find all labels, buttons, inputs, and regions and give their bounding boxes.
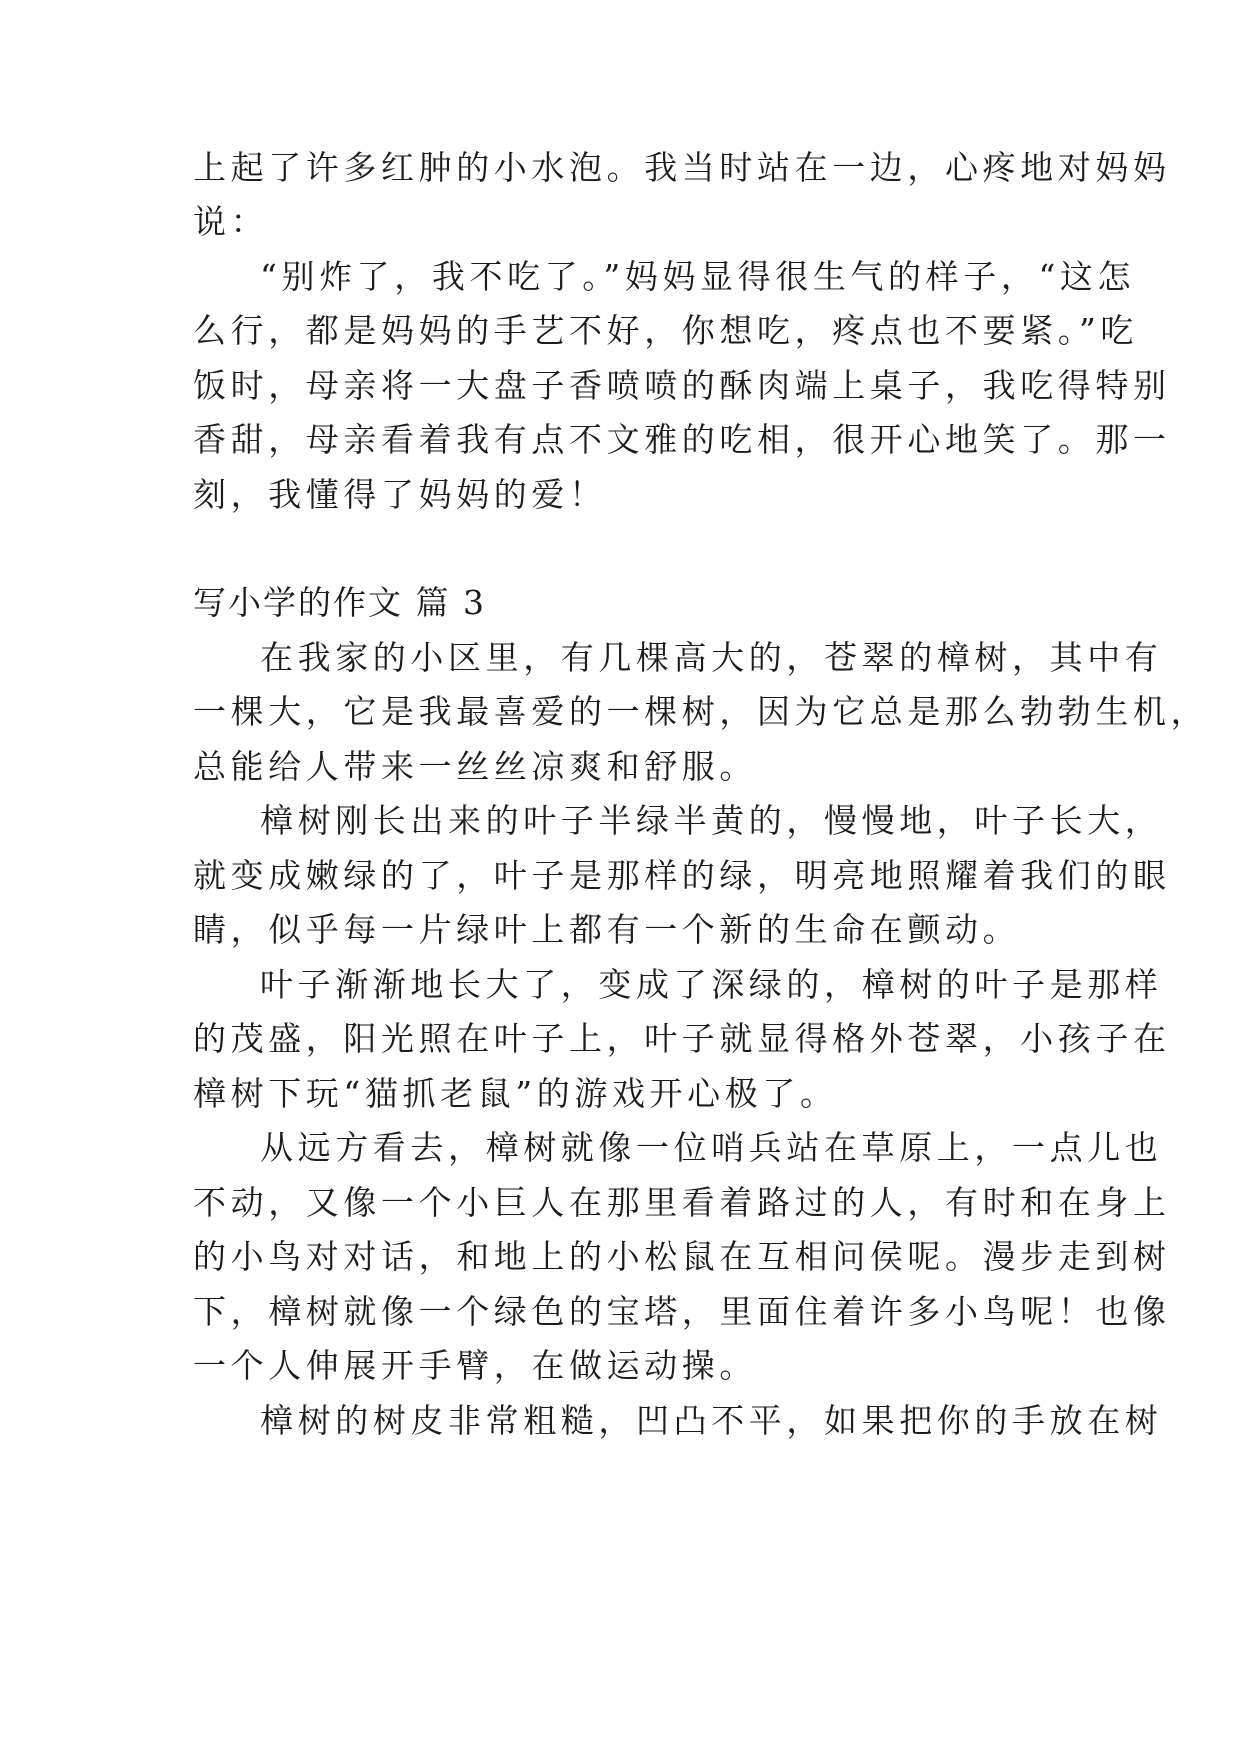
text-line: 刻，我懂得了妈妈的爱！ [193, 475, 607, 514]
text-line: 睛，似乎每一片绿叶上都有一个新的生命在颤动。 [193, 910, 1021, 949]
text-line: 不动，又像一个小巨人在那里看着路过的人，有时和在身上 [193, 1183, 1171, 1222]
text-line: 么行，都是妈妈的手艺不好，你想吃，疼点也不要紧。”吃 [193, 311, 1138, 350]
paragraph-start: “别炸了，我不吃了。”妈妈显得很生气的样子，“这怎 [260, 257, 1136, 296]
text-line: 说： [193, 202, 269, 241]
text-line: 香甜，母亲看着我有点不文雅的吃相，很开心地笑了。那一 [193, 420, 1171, 459]
text-line: 就变成嫩绿的了，叶子是那样的绿，明亮地照耀着我们的眼 [193, 856, 1171, 895]
paragraph-start: 叶子渐渐地长大了，变成了深绿的，樟树的叶子是那样 [260, 965, 1163, 1004]
text-line: 上起了许多红肿的小水泡。我当时站在一边，心疼地对妈妈 [193, 148, 1171, 187]
text-line: 饭时，母亲将一大盘子香喷喷的酥肉端上桌子，我吃得特别 [193, 366, 1171, 405]
text-line: 总能给人带来一丝丝凉爽和舒服。 [193, 747, 757, 786]
text-line: 一个人伸展开手臂，在做运动操。 [193, 1346, 757, 1385]
text-line: 的小鸟对对话，和地上的小松鼠在互相问侯呢。漫步走到树 [193, 1237, 1171, 1276]
text-line: 下，樟树就像一个绿色的宝塔，里面住着许多小鸟呢！也像 [193, 1292, 1171, 1331]
paragraph-start: 在我家的小区里，有几棵高大的，苍翠的樟树，其中有 [260, 638, 1163, 677]
text-line: 樟树下玩“猫抓老鼠”的游戏开心极了。 [193, 1074, 838, 1113]
text-line: 一棵大，它是我最喜爱的一棵树，因为它总是那么勃勃生机， [193, 692, 1209, 731]
text-line: 的茂盛，阳光照在叶子上，叶子就显得格外苍翠，小孩子在 [193, 1019, 1171, 1058]
paragraph-start: 从远方看去，樟树就像一位哨兵站在草原上，一点儿也 [260, 1128, 1163, 1167]
section-heading: 写小学的作文 篇 3 [193, 583, 486, 622]
paragraph-start: 樟树的树皮非常粗糙，凹凸不平，如果把你的手放在树 [260, 1401, 1163, 1440]
paragraph-start: 樟树刚长出来的叶子半绿半黄的，慢慢地，叶子长大， [260, 801, 1163, 840]
